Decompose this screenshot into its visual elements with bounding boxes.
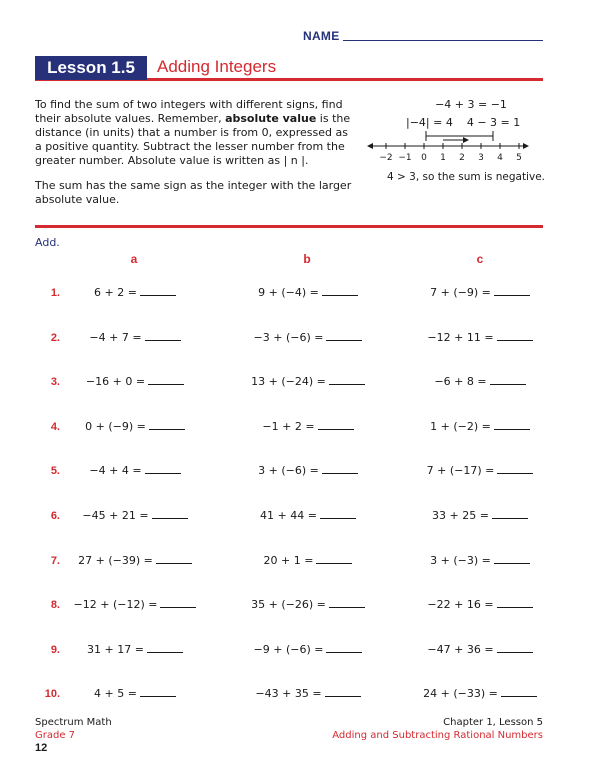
answer-blank[interactable] — [501, 686, 537, 697]
problem-c — [400, 463, 560, 479]
problem-expression: −47 + 36 = — [427, 642, 494, 656]
problem-expression: −1 + 2 = — [262, 419, 315, 433]
problem-expression: 33 + 25 = — [432, 509, 489, 522]
problem-b — [228, 597, 388, 613]
problem-expression: −9 + (−6) = — [253, 642, 324, 656]
problem-expression: −6 + 8 = — [434, 375, 487, 389]
intro-paragraph-2: The sum has the same sign as the integer with the larger absolute value. — [35, 179, 352, 206]
problem-expression: 13 + (−24) = — [251, 375, 326, 389]
problem-row — [0, 419, 603, 437]
problem-expression: 27 + (−39) = — [78, 553, 153, 567]
problem-expression: 3 + (−6) = — [258, 464, 319, 478]
problem-c — [400, 597, 560, 613]
answer-blank[interactable] — [490, 374, 526, 385]
problem-a — [55, 285, 215, 301]
problem-expression: −22 + 16 = — [427, 598, 494, 612]
answer-blank[interactable] — [140, 285, 176, 296]
example-abs-line: |−4| = 4 4 − 3 = 1 — [406, 116, 521, 129]
problem-c — [400, 419, 560, 435]
answer-blank[interactable] — [160, 597, 196, 608]
problem-expression: 35 + (−26) = — [251, 598, 326, 612]
footer-right — [332, 716, 543, 742]
footer-left — [35, 716, 112, 755]
problem-expression: 1 + (−2) = — [430, 419, 491, 433]
problem-number: 2. — [50, 331, 60, 344]
answer-blank[interactable] — [322, 463, 358, 474]
problem-b — [228, 285, 388, 301]
tick-label: 2 — [459, 153, 465, 163]
problem-a — [55, 374, 215, 390]
problem-number: 10. — [44, 688, 60, 701]
problem-expression: −45 + 21 = — [82, 509, 149, 522]
problem-b — [228, 330, 388, 346]
answer-blank[interactable] — [497, 642, 533, 653]
problem-expression: 6 + 2 = — [94, 286, 137, 299]
problem-c — [400, 330, 560, 346]
problem-expression: −16 + 0 = — [85, 375, 146, 389]
tick-label: 3 — [478, 153, 484, 163]
answer-blank[interactable] — [147, 642, 183, 653]
footer-grade: Grade 7 — [35, 730, 76, 741]
number-line-example — [366, 98, 546, 188]
problem-c — [400, 374, 560, 390]
problem-number: 5. — [50, 465, 60, 478]
answer-blank[interactable] — [148, 374, 184, 385]
problem-row — [0, 553, 603, 571]
answer-blank[interactable] — [320, 508, 356, 519]
problem-row — [0, 330, 603, 348]
answer-blank[interactable] — [494, 553, 530, 564]
intro-paragraph-1: To find the sum of two integers with different signs, find their absolute values. Remember, absolute value is the distance (in units) that a number is from 0, expressed as a positive quantity. Subtract the lesser number from the greater number. Absolute value is written as | n |. — [35, 98, 351, 167]
problem-row — [0, 597, 603, 615]
problem-number: 1. — [50, 287, 60, 299]
problem-expression: 31 + 17 = — [87, 642, 144, 656]
problem-row — [0, 508, 603, 526]
problem-b — [228, 508, 388, 524]
page-number: 12 — [35, 742, 48, 754]
problem-row — [0, 285, 603, 303]
problem-a — [55, 463, 215, 479]
problem-b — [228, 419, 388, 435]
name-label: NAME — [303, 29, 340, 43]
problem-expression: 24 + (−33) = — [423, 687, 498, 701]
problem-expression: 41 + 44 = — [260, 509, 317, 522]
answer-blank[interactable] — [494, 285, 530, 296]
answer-blank[interactable] — [318, 419, 354, 430]
problem-a — [55, 642, 215, 658]
example-equation: −4 + 3 = −1 — [435, 98, 507, 111]
name-field-line[interactable] — [343, 40, 543, 41]
problem-row — [0, 686, 603, 704]
problem-expression: 4 + 5 = — [94, 687, 137, 701]
lesson-title: Adding Integers — [157, 57, 277, 76]
problem-expression: −12 + (−12) = — [73, 598, 158, 612]
problem-c — [400, 553, 560, 569]
problem-row — [0, 463, 603, 481]
problem-row — [0, 374, 603, 392]
answer-blank[interactable] — [145, 330, 181, 341]
answer-blank[interactable] — [494, 419, 530, 430]
problem-number: 8. — [50, 599, 60, 612]
answer-blank[interactable] — [497, 597, 533, 608]
problem-b — [228, 374, 388, 390]
column-header-b: b — [303, 252, 311, 266]
column-header-a: a — [130, 252, 138, 266]
problem-expression: −12 + 11 = — [427, 330, 494, 344]
problem-expression: 9 + (−4) = — [258, 286, 319, 299]
problem-b — [228, 686, 388, 702]
problem-c — [400, 686, 560, 702]
problem-a — [55, 419, 215, 435]
answer-blank[interactable] — [497, 463, 533, 474]
answer-blank[interactable] — [329, 374, 365, 385]
tick-label: 5 — [516, 153, 522, 163]
answer-blank[interactable] — [329, 597, 365, 608]
answer-blank[interactable] — [497, 330, 533, 341]
answer-blank[interactable] — [326, 330, 362, 341]
problem-a — [55, 330, 215, 346]
problem-b — [228, 463, 388, 479]
answer-blank[interactable] — [492, 508, 528, 519]
tick-label: −2 — [379, 153, 393, 163]
problem-expression: 7 + (−17) = — [426, 464, 495, 478]
tick-label: 4 — [497, 153, 503, 163]
term-absolute-value: absolute value — [225, 112, 317, 125]
tick-label: 0 — [421, 153, 427, 163]
problem-number: 7. — [50, 554, 60, 567]
problem-expression: 0 + (−9) = — [85, 419, 146, 433]
answer-blank[interactable] — [152, 508, 188, 519]
answer-blank[interactable] — [149, 419, 185, 430]
intro-text — [35, 98, 355, 218]
column-header-c: c — [476, 252, 484, 266]
footer-chapter: Chapter 1, Lesson 5 — [443, 717, 543, 728]
problem-a — [55, 597, 215, 613]
problem-a — [55, 686, 215, 702]
tick-label: 1 — [440, 153, 446, 163]
answer-blank[interactable] — [322, 285, 358, 296]
problem-number: 9. — [50, 643, 60, 656]
problem-expression: 7 + (−9) = — [430, 286, 491, 299]
problem-expression: −3 + (−6) = — [253, 330, 324, 344]
example-conclusion: 4 > 3, so the sum is negative. — [387, 171, 545, 183]
problem-expression: 3 + (−3) = — [430, 553, 491, 567]
problem-b — [228, 553, 388, 569]
problem-number: 3. — [50, 376, 60, 389]
answer-blank[interactable] — [325, 686, 361, 697]
problem-number: 6. — [50, 510, 60, 522]
tick-label: −1 — [398, 153, 412, 163]
lesson-badge: Lesson 1.5 — [35, 56, 147, 80]
problem-a — [55, 553, 215, 569]
footer-book: Spectrum Math — [35, 717, 112, 728]
problem-c — [400, 642, 560, 658]
number-line-diagram — [366, 98, 546, 188]
problem-number: 4. — [50, 420, 60, 433]
instruction-add: Add. — [35, 236, 60, 249]
answer-blank[interactable] — [145, 463, 181, 474]
answer-blank[interactable] — [316, 553, 352, 564]
problem-expression: −4 + 4 = — [89, 464, 142, 478]
problem-b — [228, 642, 388, 658]
problem-a — [55, 508, 215, 524]
answer-blank[interactable] — [326, 642, 362, 653]
footer-chapter-name: Adding and Subtracting Rational Numbers — [332, 730, 543, 741]
problem-expression: −43 + 35 = — [255, 687, 322, 701]
answer-blank[interactable] — [140, 686, 176, 697]
problem-c — [400, 508, 560, 524]
problem-expression: −4 + 7 = — [89, 330, 142, 344]
problem-row — [0, 642, 603, 660]
section-rule — [35, 225, 543, 228]
problem-expression: 20 + 1 = — [263, 553, 314, 567]
answer-blank[interactable] — [156, 553, 192, 564]
problem-c — [400, 285, 560, 301]
